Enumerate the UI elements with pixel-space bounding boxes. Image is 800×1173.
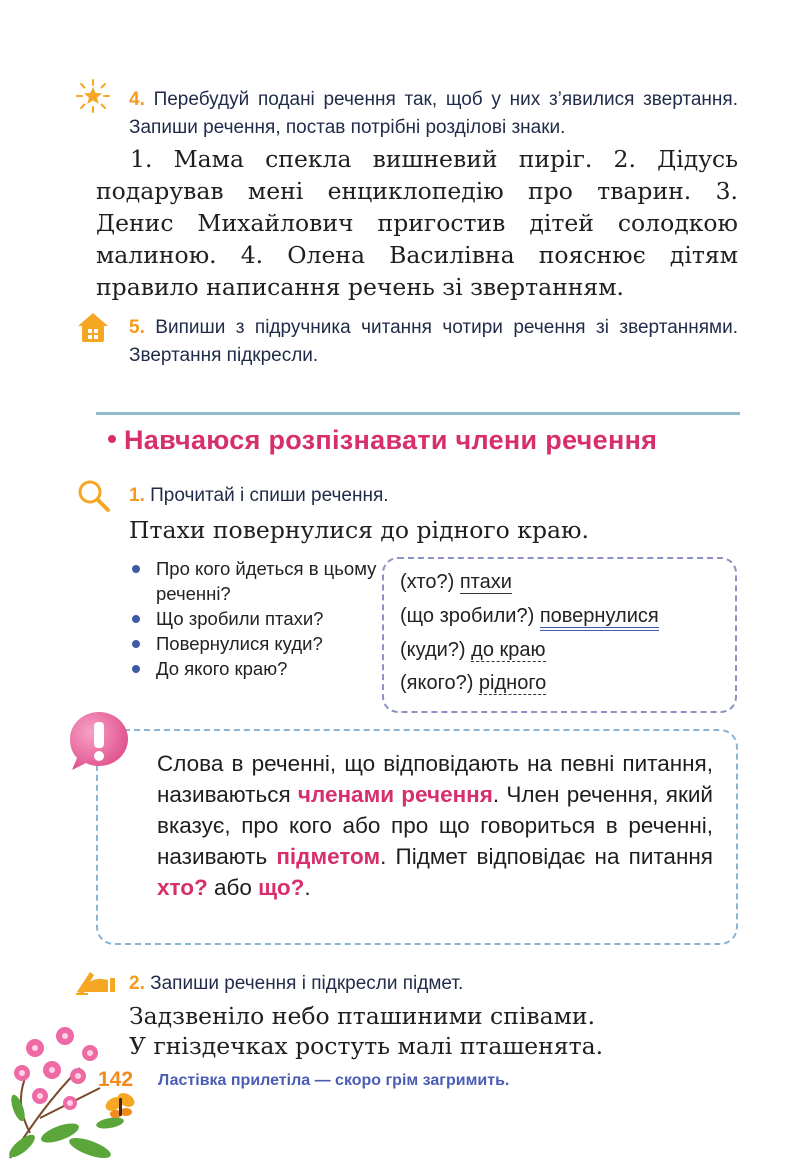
answer-question: (якого?): [400, 672, 474, 694]
task-4: [129, 86, 738, 142]
task-number: 1.: [129, 485, 145, 506]
writing-hand-icon: [74, 966, 118, 996]
question-list: [132, 556, 382, 681]
task-instruction: Випиши з підручника читання чотири речення зі звертаннями. Звертання підкресли.: [129, 317, 738, 366]
answer-question: (хто?): [400, 571, 455, 593]
answer-word-adverbial: до краю: [471, 639, 546, 661]
exclamation-icon: [66, 708, 132, 774]
task-instruction: Перебудуй подані речення так, щоб у них з’явилися звертання. Запиши речення, постав потрібні розділові знаки.: [129, 89, 738, 138]
section-divider: [96, 412, 740, 415]
rule-question: що?: [258, 875, 305, 900]
rule-part: .: [304, 875, 311, 900]
list-item: Про кого йдеться в цьому реченні?: [132, 556, 382, 606]
task-1: [129, 482, 729, 510]
list-item: Що зробили птахи?: [132, 606, 382, 631]
rule-term: членами речення: [297, 782, 493, 807]
example-sentence: Птахи повернулися до рідного краю.: [129, 516, 589, 544]
task-number: 5.: [129, 317, 145, 338]
task-4-exercise: 1. Мама спекла вишневий пиріг. 2. Дідусь подарував мені енциклопедію про тварин. 3. Денис Михайлович пригостив дітей солодкою малиною. 4. Олена Василівна пояснює дітям правило написання речень зі звертанням.: [96, 145, 738, 301]
list-item: Повернулися куди?: [132, 631, 382, 656]
magnifier-icon: [76, 478, 112, 514]
home-icon: [77, 311, 109, 343]
rule-part: . Член речення, який вказує, про кого або про що говориться в реченні, називають: [157, 782, 713, 869]
footer-proverb: Ластівка прилетіла — скоро грім загримить.: [158, 1072, 510, 1089]
page-number: 142: [98, 1068, 134, 1091]
butterfly-icon: [103, 1090, 137, 1118]
answer-question: (куди?): [400, 639, 466, 661]
task-2-line-2: У гніздечках ростуть малі пташенята.: [129, 1032, 604, 1060]
answer-word-attribute: рідного: [478, 672, 547, 694]
rule-part: . Підмет відповідає на питання: [380, 844, 713, 869]
answer-word-subject: птахи: [459, 571, 512, 593]
star-icon: [76, 79, 110, 113]
section-title-text: Навчаюся розпізнавати члени речення: [124, 425, 658, 455]
section-title: [108, 425, 657, 456]
list-item: До якого краю?: [132, 656, 382, 681]
bullet-dot: [108, 435, 116, 443]
task-instruction: Прочитай і спиши речення.: [150, 485, 389, 506]
task-5: [129, 314, 738, 370]
answer-row: [400, 571, 512, 594]
rule-term: підметом: [276, 844, 381, 869]
answer-word-predicate: повернулися: [540, 605, 659, 631]
answer-row: [400, 639, 546, 662]
task-instruction: Запиши речення і підкресли підмет.: [150, 973, 464, 994]
rule-part: Слова в реченні, що відповідають на певні питання, називаються: [157, 751, 713, 807]
rule-part: або: [207, 875, 259, 900]
task-2-line-1: Задзвеніло небо пташиними співами.: [129, 1002, 596, 1030]
rule-question: хто?: [157, 875, 208, 900]
answer-question: (що зробили?): [400, 605, 535, 627]
task-2: [129, 970, 729, 998]
answer-row: [400, 605, 659, 628]
task-number: 2.: [129, 973, 145, 994]
answer-row: [400, 672, 546, 695]
task-number: 4.: [129, 89, 145, 110]
flowers-decoration: [0, 1018, 150, 1168]
answers-box: [382, 557, 737, 713]
rule-text: [157, 748, 713, 903]
